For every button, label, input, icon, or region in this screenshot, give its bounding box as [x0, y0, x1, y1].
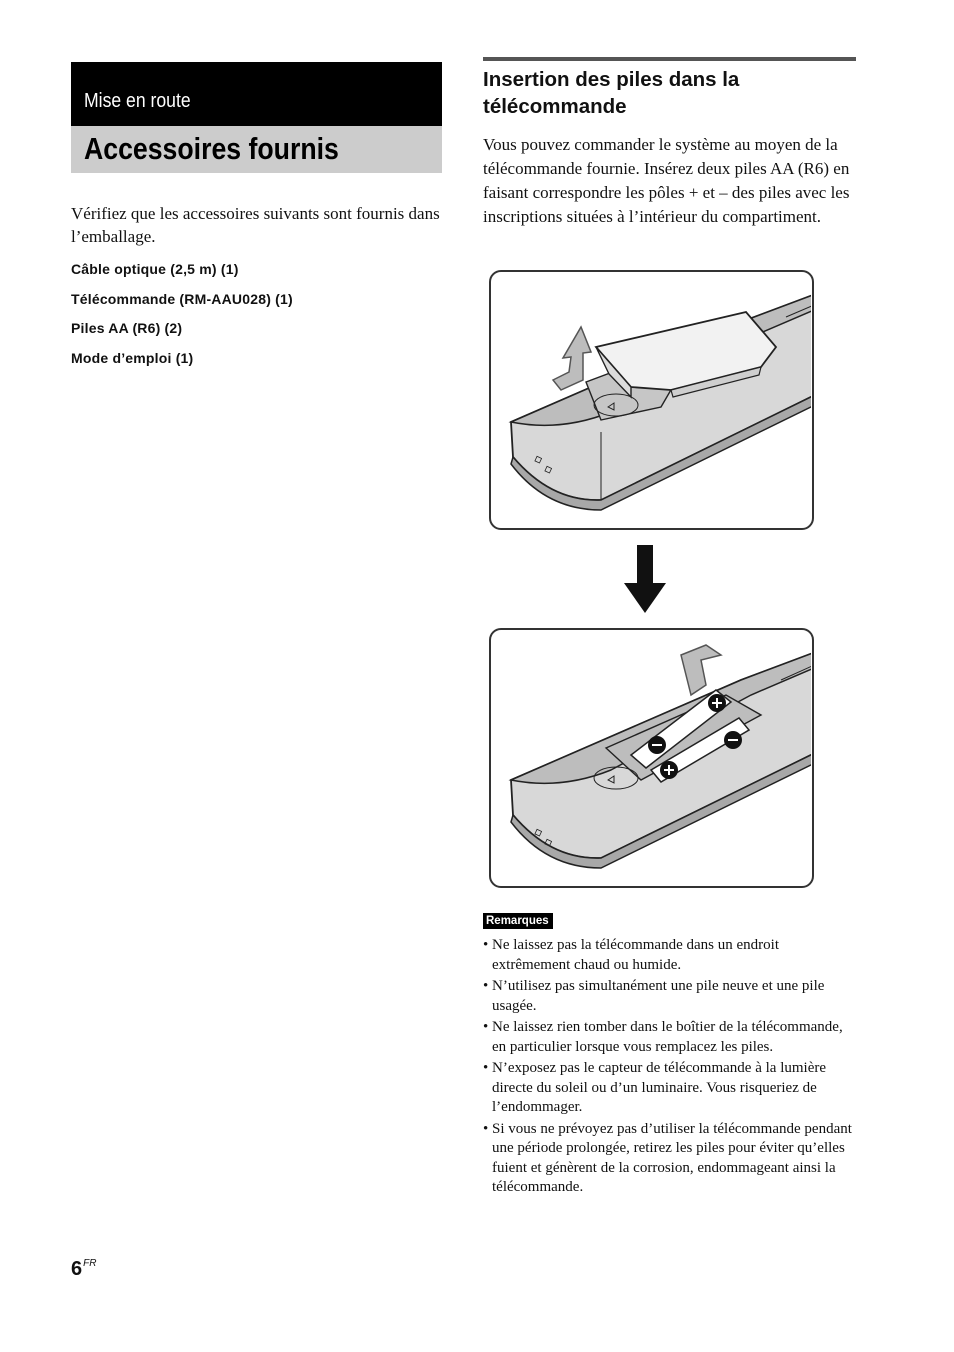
- list-item: Piles AA (R6) (2): [71, 320, 183, 337]
- list-item: Mode d’emploi (1): [71, 350, 194, 367]
- illustration-insert-batteries: [489, 628, 814, 888]
- list-item: • Ne laissez pas la télécommande dans un endroit extrêmement chaud ou humide.: [483, 936, 858, 975]
- section-label: Mise en route: [84, 90, 191, 112]
- heading-rule: [483, 57, 856, 61]
- list-item: • Si vous ne prévoyez pas d’utiliser la télécommande pendant une période prolongée, retirez les piles pour éviter qu’elles fuient et génèrent de la corrosion, endommageant ainsi la télécommande.: [483, 1120, 858, 1198]
- list-item: • N’utilisez pas simultanément une pile neuve et une pile usagée.: [483, 977, 858, 1016]
- down-arrow-icon: [624, 545, 666, 615]
- list-item: • Ne laissez rien tomber dans le boîtier de la télécommande, en particulier lorsque vous remplacez les piles.: [483, 1018, 858, 1057]
- intro-paragraph: Vérifiez que les accessoires suivants sont fournis dans l’emballage.: [71, 204, 440, 246]
- title-box: [71, 126, 442, 173]
- page-suffix: FR: [83, 1258, 97, 1269]
- notes-badge: Remarques: [483, 913, 553, 929]
- section-header-bar: [71, 62, 442, 126]
- remote-batteries-image: [491, 630, 811, 885]
- accessories-list: [71, 259, 293, 378]
- notes-list: [483, 936, 858, 1200]
- page-title: Accessoires fournis: [84, 131, 339, 166]
- list-item: • N’exposez pas le capteur de télécommande à la lumière directe du soleil ou d’un luminaire. Vous risqueriez de l’endommager.: [483, 1059, 858, 1118]
- page-number-value: 6: [71, 1258, 83, 1280]
- section-heading: Insertion des piles dans la télécommande: [483, 68, 740, 118]
- list-item: Télécommande (RM-AAU028) (1): [71, 290, 293, 307]
- page-number: [71, 1258, 96, 1281]
- remote-open-cover-image: [491, 272, 811, 527]
- body-paragraph: Vous pouvez commander le système au moyen de la télécommande fournie. Insérez deux piles AA (R6) en faisant correspondre les pôles + et – des piles avec les inscriptions situées à l’intérieur du compartiment.: [483, 135, 850, 226]
- list-item: Câble optique (2,5 m) (1): [71, 261, 239, 277]
- illustration-open-cover: [489, 270, 814, 530]
